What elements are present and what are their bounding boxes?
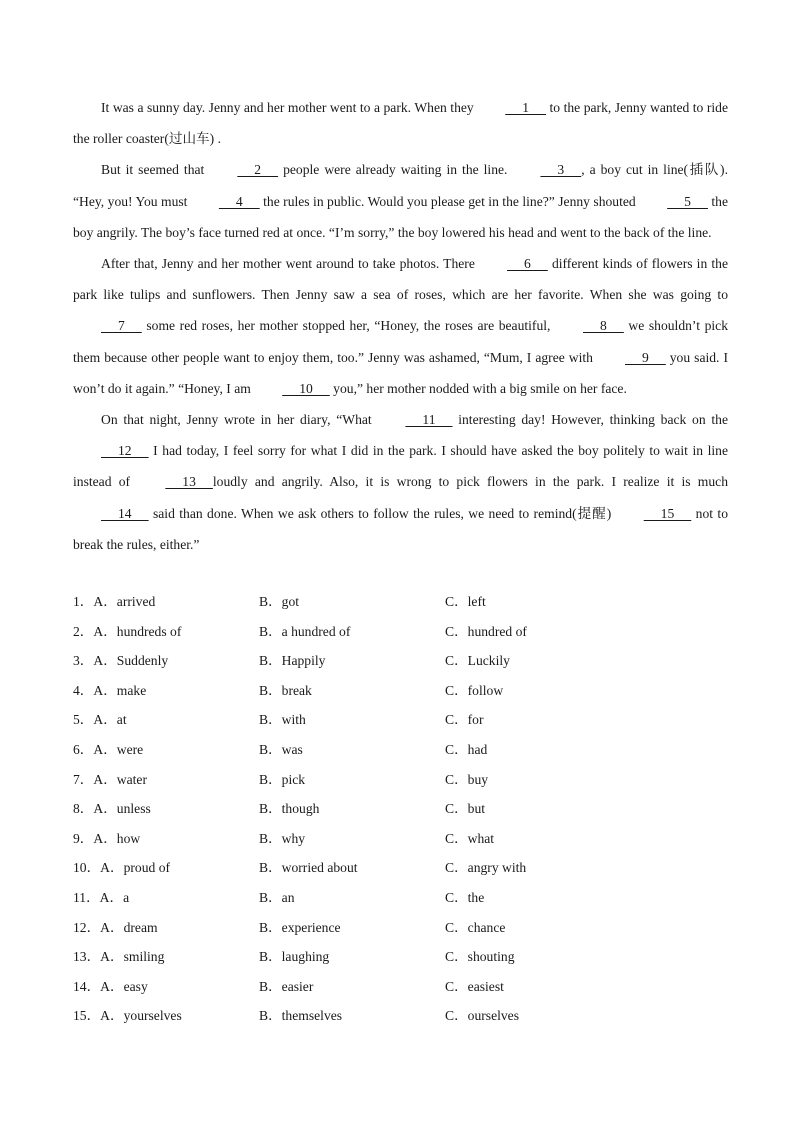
- question-row: [73, 1001, 733, 1031]
- question-row: [73, 765, 733, 795]
- blank-9: 9: [624, 349, 666, 365]
- question-row: [73, 883, 733, 913]
- passage-text: But it seemed that: [101, 162, 210, 178]
- option-a: 2．A．hundreds of: [73, 623, 182, 639]
- answer-options: [73, 587, 733, 1031]
- blank-4: 4: [218, 193, 260, 209]
- option-c: C．left: [445, 594, 486, 609]
- passage-text: It was a sunny day. Jenny and her mother went to a park. When they: [101, 100, 478, 115]
- option-b: B．themselves: [259, 1008, 343, 1024]
- passage-text: people were already waiting in the line.: [278, 162, 513, 178]
- passage-text: not to break the rules, either.”: [73, 505, 728, 552]
- blank-12: 12: [101, 443, 149, 459]
- option-c: C．follow: [445, 682, 504, 698]
- question-row: [73, 735, 733, 765]
- blank-14: 14: [101, 505, 149, 521]
- option-a: 13．A．smiling: [73, 949, 165, 965]
- option-a: 8．A．unless: [73, 801, 151, 817]
- option-b: B．though: [259, 801, 320, 817]
- question-row: [73, 913, 733, 943]
- option-a: 12．A．dream: [73, 919, 158, 935]
- option-a: 7．A．water: [73, 771, 147, 787]
- passage-text: you,” her mother nodded with a big smile on her face.: [329, 380, 627, 396]
- question-row: [73, 617, 733, 647]
- blank-13: 13: [165, 474, 213, 490]
- question-row: [73, 824, 733, 854]
- option-c: C．shouting: [445, 949, 515, 965]
- option-c: C．ourselves: [445, 1008, 520, 1024]
- option-c: C．easiest: [445, 978, 504, 994]
- question-row: [73, 794, 733, 824]
- passage-text: different kinds of flowers in the park like tulips and sunflowers. Then Jenny saw a sea of roses, which are her favorite. When she was going to: [73, 256, 729, 303]
- option-a: 4．A．make: [73, 682, 147, 698]
- option-c: C．angry with: [445, 860, 527, 876]
- option-b: B．experience: [259, 919, 341, 935]
- option-c: C．but: [445, 801, 486, 817]
- option-c: C．the: [445, 889, 485, 905]
- option-c: C．what: [445, 830, 495, 846]
- blank-1: 1: [505, 100, 546, 115]
- option-b: B．pick: [259, 771, 306, 787]
- option-a: 15．A．yourselves: [73, 1008, 182, 1024]
- passage-text: to the park, Jenny wanted to ride the roller coaster(过山车) .: [73, 100, 729, 147]
- blank-3: 3: [540, 162, 582, 178]
- question-row: [73, 646, 733, 676]
- blank-10: 10: [282, 380, 330, 396]
- option-c: C．buy: [445, 771, 489, 787]
- option-b: B．break: [259, 682, 312, 698]
- option-c: C．Luckily: [445, 653, 510, 669]
- passage-text: said than done. When we ask others to follow the rules, we need to remind(提醒): [148, 505, 616, 521]
- passage-text: some red roses, her mother stopped her, “Honey, the roses are beautiful,: [141, 318, 556, 334]
- option-b: B．laughing: [259, 949, 330, 965]
- option-a: 11．A．a: [73, 889, 130, 905]
- passage-text: On that night, Jenny wrote in her diary, “What: [101, 412, 378, 428]
- blank-11: 11: [405, 412, 453, 428]
- passage-text: the boy angrily. The boy’s face turned red at once. “I’m sorry,” the boy lowered his head and went to the back of the line.: [73, 193, 728, 240]
- question-row: [73, 587, 733, 617]
- passage-text: After that, Jenny and her mother went around to take photos. There: [101, 256, 480, 272]
- question-row: [73, 676, 733, 706]
- passage-text: the rules in public. Would you please get in the line?” Jenny shouted: [259, 193, 640, 209]
- option-a: 14．A．easy: [73, 978, 148, 994]
- question-row: [73, 942, 733, 972]
- passage-paragraph: [73, 404, 728, 560]
- passage-paragraph: [73, 248, 728, 404]
- blank-15: 15: [643, 505, 692, 521]
- blank-2: 2: [237, 162, 279, 178]
- option-c: C．hundred of: [445, 623, 527, 639]
- option-b: B．a hundred of: [259, 623, 351, 639]
- option-b: B．got: [259, 594, 300, 609]
- option-b: B．Happily: [259, 653, 326, 669]
- blank-8: 8: [583, 318, 624, 334]
- passage-paragraph: [73, 92, 728, 154]
- option-b: B．why: [259, 830, 306, 846]
- blank-7: 7: [101, 318, 142, 334]
- option-a: 3．A．Suddenly: [73, 653, 169, 669]
- option-a: 10．A．proud of: [73, 860, 171, 876]
- passage-text: I had today, I feel sorry for what I did in the park. I should have asked the boy politely to wait in line instead of: [73, 443, 728, 490]
- option-b: B．easier: [259, 978, 314, 994]
- option-b: B．was: [259, 741, 303, 757]
- option-a: 9．A．how: [73, 830, 141, 846]
- blank-5: 5: [667, 193, 708, 209]
- option-c: C．chance: [445, 919, 506, 935]
- passage-text: loudly and angrily. Also, it is wrong to pick flowers in the park. I realize it is much: [212, 474, 728, 490]
- question-row: [73, 853, 733, 883]
- option-c: C．had: [445, 741, 488, 757]
- blank-6: 6: [507, 256, 548, 272]
- option-a: 5．A．at: [73, 712, 127, 728]
- cloze-passage: [73, 92, 728, 560]
- passage-paragraph: [73, 154, 728, 248]
- option-b: B．an: [259, 889, 295, 905]
- passage-text: , a boy cut in line(插队). “Hey, you! You must: [73, 162, 728, 209]
- option-c: C．for: [445, 712, 484, 728]
- passage-text: we shouldn’t pick them because other people want to enjoy them, too.” Jenny was ashamed, “Mum, I agree with: [73, 318, 728, 365]
- passage-text: interesting day! However, thinking back on the: [452, 412, 728, 428]
- question-row: [73, 972, 733, 1002]
- option-b: B．worried about: [259, 860, 358, 876]
- option-a: 1．A．arrived: [73, 594, 156, 609]
- passage-text: you said. I won’t do it again.” “Honey, I am: [73, 349, 728, 396]
- option-a: 6．A．were: [73, 741, 144, 757]
- option-b: B．with: [259, 712, 306, 728]
- question-row: [73, 705, 733, 735]
